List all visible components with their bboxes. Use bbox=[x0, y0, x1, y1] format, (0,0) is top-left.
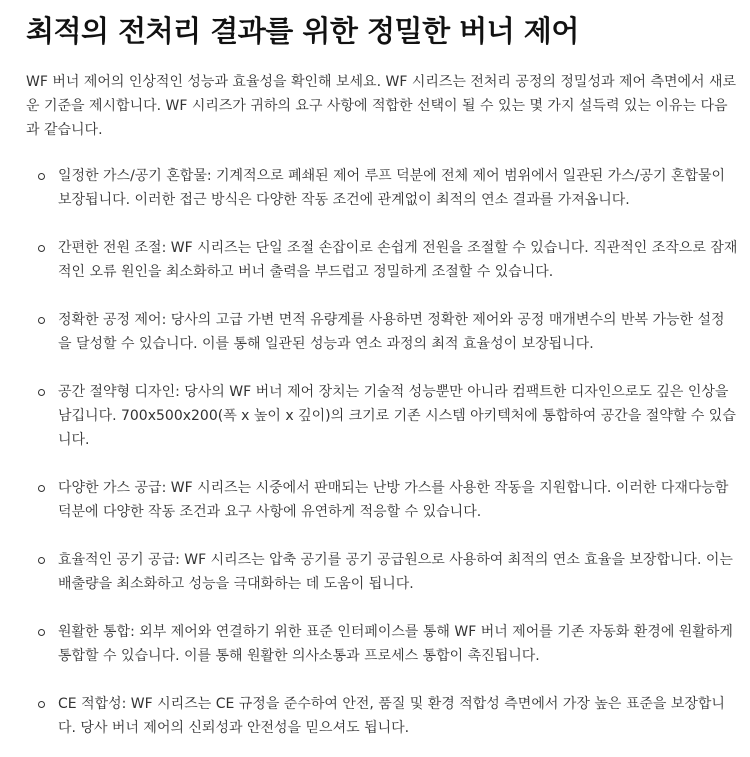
circle-bullet-icon bbox=[38, 245, 45, 252]
list-item bbox=[26, 476, 738, 524]
feature-text: 원활한 통합: 외부 제어와 연결하기 위한 표준 인터페이스를 통해 WF 버너 제어를 기존 자동화 환경에 원활하게 통합할 수 있습니다. 이를 통해 원활한 의사소통과 프로세스 통합이 촉진됩니다. bbox=[58, 624, 733, 664]
circle-bullet-icon bbox=[38, 557, 45, 564]
feature-text: 효율적인 공기 공급: WF 시리즈는 압축 공기를 공기 공급원으로 사용하여 최적의 연소 효율을 보장합니다. 이는 배출량을 최소화하고 성능을 극대화하는 데 도움이 됩니다. bbox=[58, 552, 733, 592]
intro-paragraph: WF 버너 제어의 인상적인 성능과 효율성을 확인해 보세요. WF 시리즈는 전처리 공정의 정밀성과 제어 측면에서 새로운 기준을 제시합니다. WF 시리즈가 귀하의 요구 사항에 적합한 선택이 될 수 있는 몇 가지 설득력 있는 이유는 다음과 같습니다. bbox=[26, 74, 737, 138]
list-item bbox=[26, 236, 738, 284]
feature-text: 간편한 전원 조절: WF 시리즈는 단일 조절 손잡이로 손쉽게 전원을 조절할 수 있습니다. 직관적인 조작으로 잠재적인 오류 원인을 최소화하고 버너 출력을 부드럽고 정밀하게 조절할 수 있습니다. bbox=[58, 240, 738, 280]
list-item bbox=[26, 164, 738, 212]
circle-bullet-icon bbox=[38, 485, 45, 492]
circle-bullet-icon bbox=[38, 173, 45, 180]
feature-list bbox=[26, 164, 738, 740]
circle-bullet-icon bbox=[38, 629, 45, 636]
list-item bbox=[26, 620, 738, 668]
circle-bullet-icon bbox=[38, 389, 45, 396]
list-item bbox=[26, 308, 738, 356]
feature-text: 일정한 가스/공기 혼합물: 기계적으로 폐쇄된 제어 루프 덕분에 전체 제어 범위에서 일관된 가스/공기 혼합물이 보장됩니다. 이러한 접근 방식은 다양한 작동 조건에 관계없이 최적의 연소 결과를 가져옵니다. bbox=[58, 168, 726, 208]
list-item bbox=[26, 548, 738, 596]
circle-bullet-icon bbox=[38, 701, 45, 708]
feature-text: 공간 절약형 디자인: 당사의 WF 버너 제어 장치는 기술적 성능뿐만 아니라 컴팩트한 디자인으로도 깊은 인상을 남깁니다. 700x500x200(폭 x 높이 x 깊이)의 크기로 기존 시스템 아키텍처에 통합하여 공간을 절약할 수 있습니다. bbox=[58, 384, 736, 448]
feature-text: 다양한 가스 공급: WF 시리즈는 시중에서 판매되는 난방 가스를 사용한 작동을 지원합니다. 이러한 다재다능함 덕분에 다양한 작동 조건과 요구 사항에 유연하게 적응할 수 있습니다. bbox=[58, 480, 729, 520]
feature-text: 정확한 공정 제어: 당사의 고급 가변 면적 유량계를 사용하면 정확한 제어와 공정 매개변수의 반복 가능한 설정을 달성할 수 있습니다. 이를 통해 일관된 성능과 연소 과정의 최적 효율성이 보장됩니다. bbox=[58, 312, 725, 352]
list-item bbox=[26, 380, 738, 452]
feature-text: CE 적합성: WF 시리즈는 CE 규정을 준수하여 안전, 품질 및 환경 적합성 측면에서 가장 높은 표준을 보장합니다. 당사 버너 제어의 신뢰성과 안전성을 믿으셔도 됩니다. bbox=[58, 696, 725, 736]
list-item bbox=[26, 692, 738, 740]
page-title: 최적의 전처리 결과를 위한 정밀한 버너 제어 bbox=[26, 14, 579, 48]
circle-bullet-icon bbox=[38, 317, 45, 324]
